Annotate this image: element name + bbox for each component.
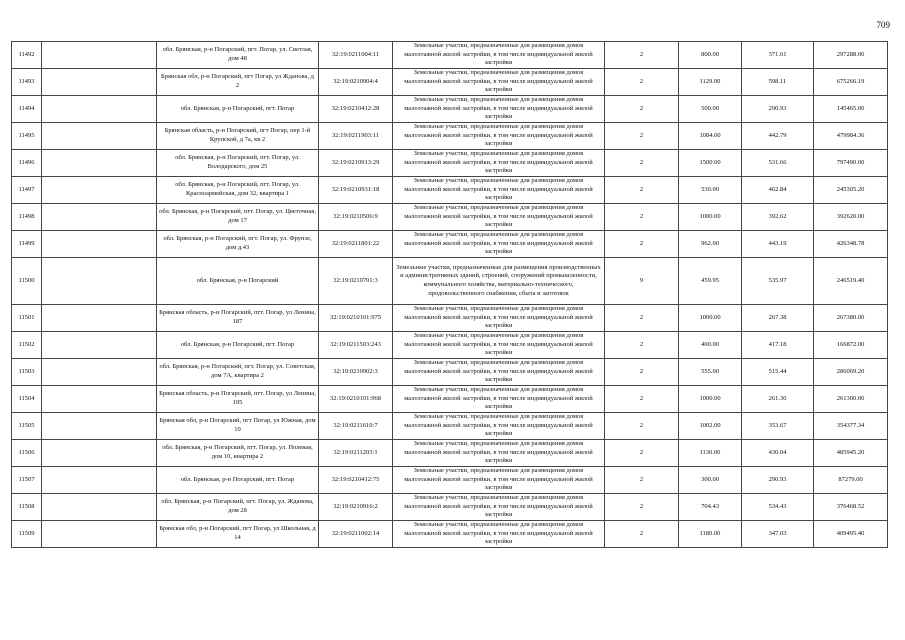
usage-group-cell: 9	[605, 258, 679, 305]
specific-value-cell: 535.97	[742, 258, 814, 305]
specific-value-cell: 417.18	[742, 332, 814, 359]
table-row	[12, 467, 888, 494]
address-cell: обл. Брянская, р-н Погарский, пгт. Погар	[157, 467, 319, 494]
spacer-cell	[42, 494, 157, 521]
area-cell: 1180.00	[679, 521, 742, 548]
cadastral-number-cell: 32:19:0210412:75	[319, 467, 393, 494]
cadastral-number-cell: 32:19:0211801:22	[319, 231, 393, 258]
cadastral-number-cell: 32:19:0211503:243	[319, 332, 393, 359]
row-number-cell: 11505	[12, 413, 42, 440]
cadastral-number-cell: 32:19:0210904:4	[319, 69, 393, 96]
land-use-cell: Земельные участки, предназначенные для размещения домов малоэтажной жилой застройки, в том числе индивидуальной жилой застройки	[393, 42, 605, 69]
spacer-cell	[42, 231, 157, 258]
specific-value-cell: 534.43	[742, 494, 814, 521]
usage-group-cell: 2	[605, 231, 679, 258]
usage-group-cell: 2	[605, 359, 679, 386]
table-row	[12, 204, 888, 231]
usage-group-cell: 2	[605, 123, 679, 150]
table-row	[12, 494, 888, 521]
row-number-cell: 11504	[12, 386, 42, 413]
cadastral-value-cell: 166872.00	[814, 332, 888, 359]
land-use-cell: Земельные участки, предназначенные для размещения домов малоэтажной жилой застройки, в том числе индивидуальной жилой застройки	[393, 204, 605, 231]
table-row	[12, 305, 888, 332]
address-cell: обл. Брянская, р-н Погарский, пгт. Погар, ул. Полевая, дом 10, квартира 2	[157, 440, 319, 467]
cadastral-number-cell: 32:19:0210931:18	[319, 177, 393, 204]
cadastral-number-cell: 32:19:0210506:9	[319, 204, 393, 231]
area-cell: 1500.00	[679, 150, 742, 177]
spacer-cell	[42, 440, 157, 467]
area-cell: 555.00	[679, 359, 742, 386]
land-use-cell: Земельные участки, предназначенные для размещения домов малоэтажной жилой застройки, в том числе индивидуальной жилой застройки	[393, 231, 605, 258]
area-cell: 1129.00	[679, 69, 742, 96]
land-use-cell: Земельные участки, предназначенные для размещения домов малоэтажной жилой застройки, в том числе индивидуальной жилой застройки	[393, 69, 605, 96]
land-use-cell: Земельные участки, предназначенные для размещения производственных и административных зданий, строений, сооружений промышленности, коммунального хозяйства, материально-технического, продовольственного снабжения, сбыта и заготовок	[393, 258, 605, 305]
spacer-cell	[42, 521, 157, 548]
cadastral-value-cell: 479984.36	[814, 123, 888, 150]
table-row	[12, 440, 888, 467]
land-use-cell: Земельные участки, предназначенные для размещения домов малоэтажной жилой застройки, в том числе индивидуальной жилой застройки	[393, 440, 605, 467]
row-number-cell: 11509	[12, 521, 42, 548]
spacer-cell	[42, 123, 157, 150]
usage-group-cell: 2	[605, 386, 679, 413]
area-cell: 800.00	[679, 42, 742, 69]
usage-group-cell: 2	[605, 96, 679, 123]
row-number-cell: 11498	[12, 204, 42, 231]
cadastral-value-cell: 245305.20	[814, 177, 888, 204]
table-row	[12, 42, 888, 69]
cadastral-value-cell: 354377.34	[814, 413, 888, 440]
table-body	[12, 42, 888, 548]
cadastral-number-cell: 32:19:0211004:11	[319, 42, 393, 69]
row-number-cell: 11499	[12, 231, 42, 258]
row-number-cell: 11502	[12, 332, 42, 359]
row-number-cell: 11496	[12, 150, 42, 177]
specific-value-cell: 290.93	[742, 467, 814, 494]
cadastral-value-cell: 426348.78	[814, 231, 888, 258]
land-use-cell: Земельные участки, предназначенные для размещения домов малоэтажной жилой застройки, в том числе индивидуальной жилой застройки	[393, 413, 605, 440]
spacer-cell	[42, 150, 157, 177]
land-use-cell: Земельные участки, предназначенные для размещения домов малоэтажной жилой застройки, в том числе индивидуальной жилой застройки	[393, 332, 605, 359]
land-use-cell: Земельные участки, предназначенные для размещения домов малоэтажной жилой застройки, в том числе индивидуальной жилой застройки	[393, 305, 605, 332]
usage-group-cell: 2	[605, 177, 679, 204]
cadastral-number-cell: 32:19:0210412:28	[319, 96, 393, 123]
usage-group-cell: 2	[605, 467, 679, 494]
address-cell: Брянская область, р-н Погарский, пгт. Погар, ул Ленина, 195	[157, 386, 319, 413]
usage-group-cell: 2	[605, 69, 679, 96]
table-row	[12, 150, 888, 177]
area-cell: 962.00	[679, 231, 742, 258]
specific-value-cell: 261.30	[742, 386, 814, 413]
address-cell: Брянская обл, р-н Погарский, пгт Погар, ул Школьная, д 14	[157, 521, 319, 548]
row-number-cell: 11506	[12, 440, 42, 467]
specific-value-cell: 290.93	[742, 96, 814, 123]
land-use-cell: Земельные участки, предназначенные для размещения домов малоэтажной жилой застройки, в том числе индивидуальной жилой застройки	[393, 386, 605, 413]
cadastral-value-cell: 797490.00	[814, 150, 888, 177]
address-cell: обл. Брянская, р-н Погарский, пгт. Погар	[157, 332, 319, 359]
usage-group-cell: 2	[605, 42, 679, 69]
usage-group-cell: 2	[605, 440, 679, 467]
usage-group-cell: 2	[605, 305, 679, 332]
spacer-cell	[42, 42, 157, 69]
address-cell: Брянская обл, р-н Погарский, пгт Погар, ул Южная, дом 10	[157, 413, 319, 440]
specific-value-cell: 515.44	[742, 359, 814, 386]
row-number-cell: 11492	[12, 42, 42, 69]
land-use-cell: Земельные участки, предназначенные для размещения домов малоэтажной жилой застройки, в том числе индивидуальной жилой застройки	[393, 359, 605, 386]
table-row	[12, 96, 888, 123]
land-use-cell: Земельные участки, предназначенные для размещения домов малоэтажной жилой застройки, в том числе индивидуальной жилой застройки	[393, 150, 605, 177]
row-number-cell: 11495	[12, 123, 42, 150]
cadastral-value-cell: 409495.40	[814, 521, 888, 548]
specific-value-cell: 462.84	[742, 177, 814, 204]
page-number: 709	[876, 20, 890, 30]
area-cell: 704.43	[679, 494, 742, 521]
spacer-cell	[42, 204, 157, 231]
row-number-cell: 11497	[12, 177, 42, 204]
address-cell: обл. Брянская, р-н Погарский, пгт. Погар, ул. Светлая, дом 48	[157, 42, 319, 69]
cadastral-number-cell: 32:19:0210902:3	[319, 359, 393, 386]
address-cell: обл. Брянская, р-н Погарский, пгт. Погар, ул. Фрунзе, дом д.43	[157, 231, 319, 258]
spacer-cell	[42, 359, 157, 386]
spacer-cell	[42, 413, 157, 440]
area-cell: 1000.00	[679, 305, 742, 332]
table-row	[12, 386, 888, 413]
row-number-cell: 11503	[12, 359, 42, 386]
cadastral-number-cell: 32:19:0210913:29	[319, 150, 393, 177]
cadastral-number-cell: 32:19:0210101:975	[319, 305, 393, 332]
address-cell: Брянская область, р-н Погарский, пгт Погар, пер 1-й Крупской, д 7а, кв 2	[157, 123, 319, 150]
area-cell: 1000.00	[679, 386, 742, 413]
cadastral-number-cell: 32:19:0210701:3	[319, 258, 393, 305]
address-cell: обл. Брянская, р-н Погарский	[157, 258, 319, 305]
address-cell: обл. Брянская, р-н Погарский, пгт. Погар, ул. Советская, дом 7А, квартира 2	[157, 359, 319, 386]
cadastral-number-cell: 32:19:0211203:1	[319, 440, 393, 467]
spacer-cell	[42, 96, 157, 123]
spacer-cell	[42, 467, 157, 494]
address-cell: обл. Брянская, р-н Погарский, пгт. Погар	[157, 96, 319, 123]
specific-value-cell: 443.19	[742, 231, 814, 258]
address-cell: обл. Брянская, р-н Погарский, пгт. Погар, ул. Красноармейская, дом 32, квартира 1	[157, 177, 319, 204]
spacer-cell	[42, 177, 157, 204]
row-number-cell: 11501	[12, 305, 42, 332]
land-use-cell: Земельные участки, предназначенные для размещения домов малоэтажной жилой застройки, в том числе индивидуальной жилой застройки	[393, 494, 605, 521]
table-row	[12, 231, 888, 258]
cadastral-value-cell: 261300.00	[814, 386, 888, 413]
cadastral-value-cell: 675266.19	[814, 69, 888, 96]
cadastral-value-cell: 145465.00	[814, 96, 888, 123]
cadastral-value-cell: 267380.00	[814, 305, 888, 332]
table-row	[12, 123, 888, 150]
specific-value-cell: 347.03	[742, 521, 814, 548]
cadastral-value-cell: 286069.20	[814, 359, 888, 386]
land-use-cell: Земельные участки, предназначенные для размещения домов малоэтажной жилой застройки, в том числе индивидуальной жилой застройки	[393, 96, 605, 123]
spacer-cell	[42, 69, 157, 96]
table-row	[12, 332, 888, 359]
cadastral-number-cell: 32:19:0211610:7	[319, 413, 393, 440]
specific-value-cell: 353.67	[742, 413, 814, 440]
specific-value-cell: 392.62	[742, 204, 814, 231]
table-row	[12, 359, 888, 386]
spacer-cell	[42, 386, 157, 413]
land-use-cell: Земельные участки, предназначенные для размещения домов малоэтажной жилой застройки, в том числе индивидуальной жилой застройки	[393, 177, 605, 204]
usage-group-cell: 2	[605, 150, 679, 177]
row-number-cell: 11494	[12, 96, 42, 123]
row-number-cell: 11508	[12, 494, 42, 521]
area-cell: 1130.00	[679, 440, 742, 467]
spacer-cell	[42, 332, 157, 359]
specific-value-cell: 267.38	[742, 305, 814, 332]
table-row	[12, 69, 888, 96]
spacer-cell	[42, 258, 157, 305]
address-cell: обл. Брянская, р-н Погарский, пгт. Погар, ул. Володарского, дом 25	[157, 150, 319, 177]
land-use-cell: Земельные участки, предназначенные для размещения домов малоэтажной жилой застройки, в том числе индивидуальной жилой застройки	[393, 521, 605, 548]
area-cell: 300.00	[679, 467, 742, 494]
cadastral-number-cell: 32:19:0211903:11	[319, 123, 393, 150]
row-number-cell: 11493	[12, 69, 42, 96]
area-cell: 1084.00	[679, 123, 742, 150]
address-cell: Брянская обл, р-н Погарский, пгт Погар, ул Жданова, д 2	[157, 69, 319, 96]
cadastral-value-cell: 392620.00	[814, 204, 888, 231]
area-cell: 1000.00	[679, 204, 742, 231]
row-number-cell: 11507	[12, 467, 42, 494]
table-row	[12, 413, 888, 440]
land-use-cell: Земельные участки, предназначенные для размещения домов малоэтажной жилой застройки, в том числе индивидуальной жилой застройки	[393, 467, 605, 494]
area-cell: 459.95	[679, 258, 742, 305]
area-cell: 530.00	[679, 177, 742, 204]
cadastral-value-table	[11, 41, 888, 548]
address-cell: Брянская область, р-н Погарский, пгт. Погар, ул Ленина, 187	[157, 305, 319, 332]
land-use-cell: Земельные участки, предназначенные для размещения домов малоэтажной жилой застройки, в том числе индивидуальной жилой застройки	[393, 123, 605, 150]
specific-value-cell: 442.79	[742, 123, 814, 150]
usage-group-cell: 2	[605, 332, 679, 359]
cadastral-value-cell: 246519.40	[814, 258, 888, 305]
table-row	[12, 177, 888, 204]
usage-group-cell: 2	[605, 494, 679, 521]
specific-value-cell: 430.04	[742, 440, 814, 467]
area-cell: 400.00	[679, 332, 742, 359]
spacer-cell	[42, 305, 157, 332]
cadastral-value-cell: 297288.00	[814, 42, 888, 69]
cadastral-value-cell: 485945.20	[814, 440, 888, 467]
cadastral-value-cell: 87279.00	[814, 467, 888, 494]
cadastral-number-cell: 32:19:0211002:14	[319, 521, 393, 548]
specific-value-cell: 371.61	[742, 42, 814, 69]
area-cell: 500.00	[679, 96, 742, 123]
table-row	[12, 521, 888, 548]
cadastral-value-cell: 376468.52	[814, 494, 888, 521]
cadastral-number-cell: 32:19:0210101:968	[319, 386, 393, 413]
table-row	[12, 258, 888, 305]
address-cell: обл. Брянская, р-н Погарский, пгт. Погар, ул. Цветочная, дом 17	[157, 204, 319, 231]
address-cell: обл. Брянская, р-н Погарский, пгт. Погар, ул. Жданова, дом 28	[157, 494, 319, 521]
area-cell: 1002.00	[679, 413, 742, 440]
specific-value-cell: 531.66	[742, 150, 814, 177]
row-number-cell: 11500	[12, 258, 42, 305]
usage-group-cell: 2	[605, 413, 679, 440]
usage-group-cell: 2	[605, 204, 679, 231]
cadastral-number-cell: 32:19:0210916:2	[319, 494, 393, 521]
usage-group-cell: 2	[605, 521, 679, 548]
specific-value-cell: 598.11	[742, 69, 814, 96]
